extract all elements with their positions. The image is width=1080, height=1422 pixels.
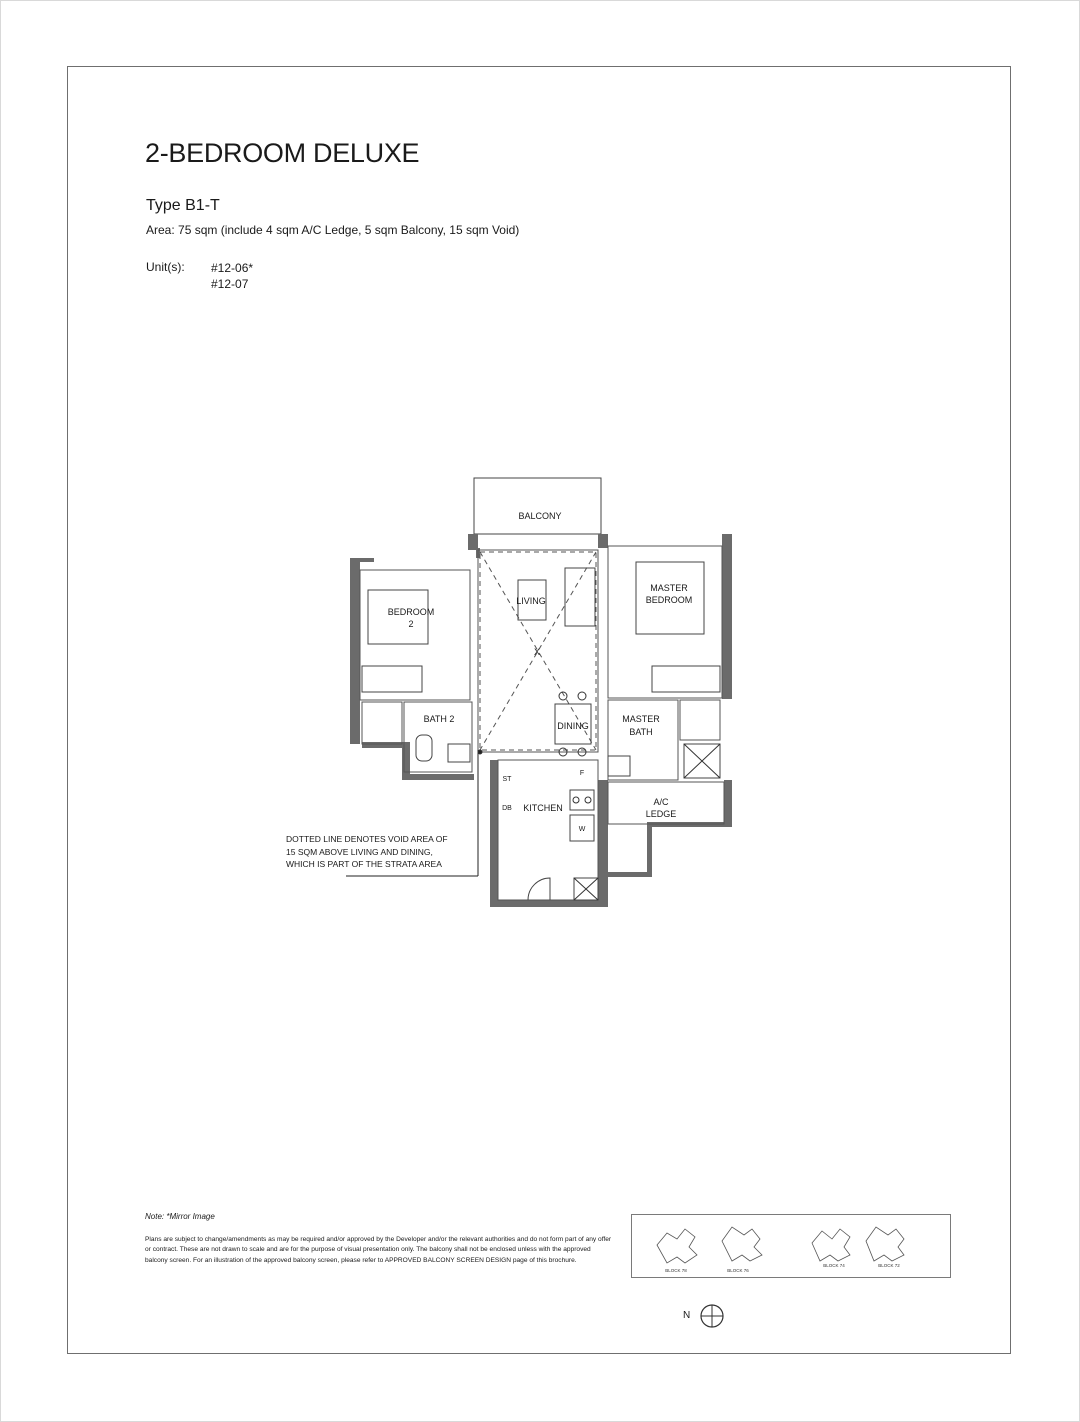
disclaimer-text: Plans are subject to change/amendments as may be required and/or approved by the Developer and/or the relevant authorities and do not form part of any offer or contract. These are not drawn to scale and are for the purpose of visual presentation only. The balcony shall not be enclosed unless with the approved balcony screen. For an illustration of the approved balcony screen, please refer to APPROVED BALCONY SCREEN DESIGN page of this brochure. [145, 1236, 612, 1264]
unit-list [211, 260, 253, 292]
label-void-x: X [533, 647, 541, 657]
balcony-area [474, 478, 601, 534]
unit-area: Area: 75 sqm (include 4 sqm A/C Ledge, 5 sqm Balcony, 15 sqm Void) [146, 223, 520, 237]
north-arrow-icon [682, 1300, 726, 1334]
label-washer: W [578, 826, 586, 833]
unit-type: Type B1-T [146, 197, 220, 214]
label-db: DB [502, 805, 512, 812]
unit-number: #12-06* [211, 261, 254, 275]
mirror-image-note: Note: *Mirror Image [145, 1212, 215, 1221]
label-fridge: F [579, 770, 585, 777]
master-bedroom-room [608, 546, 722, 698]
label-master-bedroom-1: MASTER [650, 583, 688, 593]
void-area-note: DOTTED LINE DENOTES VOID AREA OF 15 SQM ABOVE LIVING AND DINING, WHICH IS PART OF THE STRATA AREA [286, 834, 448, 869]
keyplan-block-72: BLOCK 72 [878, 1263, 900, 1268]
label-ac-ledge-1: A/C [653, 797, 669, 807]
label-bath-2: BATH 2 [423, 714, 455, 724]
label-dining: DINING [557, 721, 589, 731]
label-store: ST [502, 776, 512, 783]
keyplan-block-78: BLOCK 78 [665, 1268, 687, 1273]
label-balcony: BALCONY [518, 511, 562, 521]
label-living: LIVING [516, 596, 546, 606]
keyplan-block-76: BLOCK 76 [727, 1268, 749, 1273]
label-master-bath-2: BATH [629, 727, 653, 737]
label-bedroom-2-2: 2 [408, 619, 414, 629]
key-plan [631, 1214, 951, 1278]
unit-number: #12-07 [211, 277, 249, 291]
compass-north-label: N [683, 1310, 691, 1321]
units-label: Unit(s): [146, 260, 185, 274]
label-kitchen: KITCHEN [523, 803, 563, 813]
keyplan-block-74: BLOCK 74 [823, 1263, 845, 1268]
label-ac-ledge-2: LEDGE [645, 809, 677, 819]
label-master-bath-1: MASTER [622, 714, 660, 724]
page-title: 2-BEDROOM DELUXE [145, 138, 420, 168]
label-bedroom-2-1: BEDROOM [387, 607, 435, 617]
label-master-bedroom-2: BEDROOM [645, 595, 693, 605]
master-bath-room [608, 700, 678, 780]
key-plan-diagram [632, 1215, 950, 1277]
